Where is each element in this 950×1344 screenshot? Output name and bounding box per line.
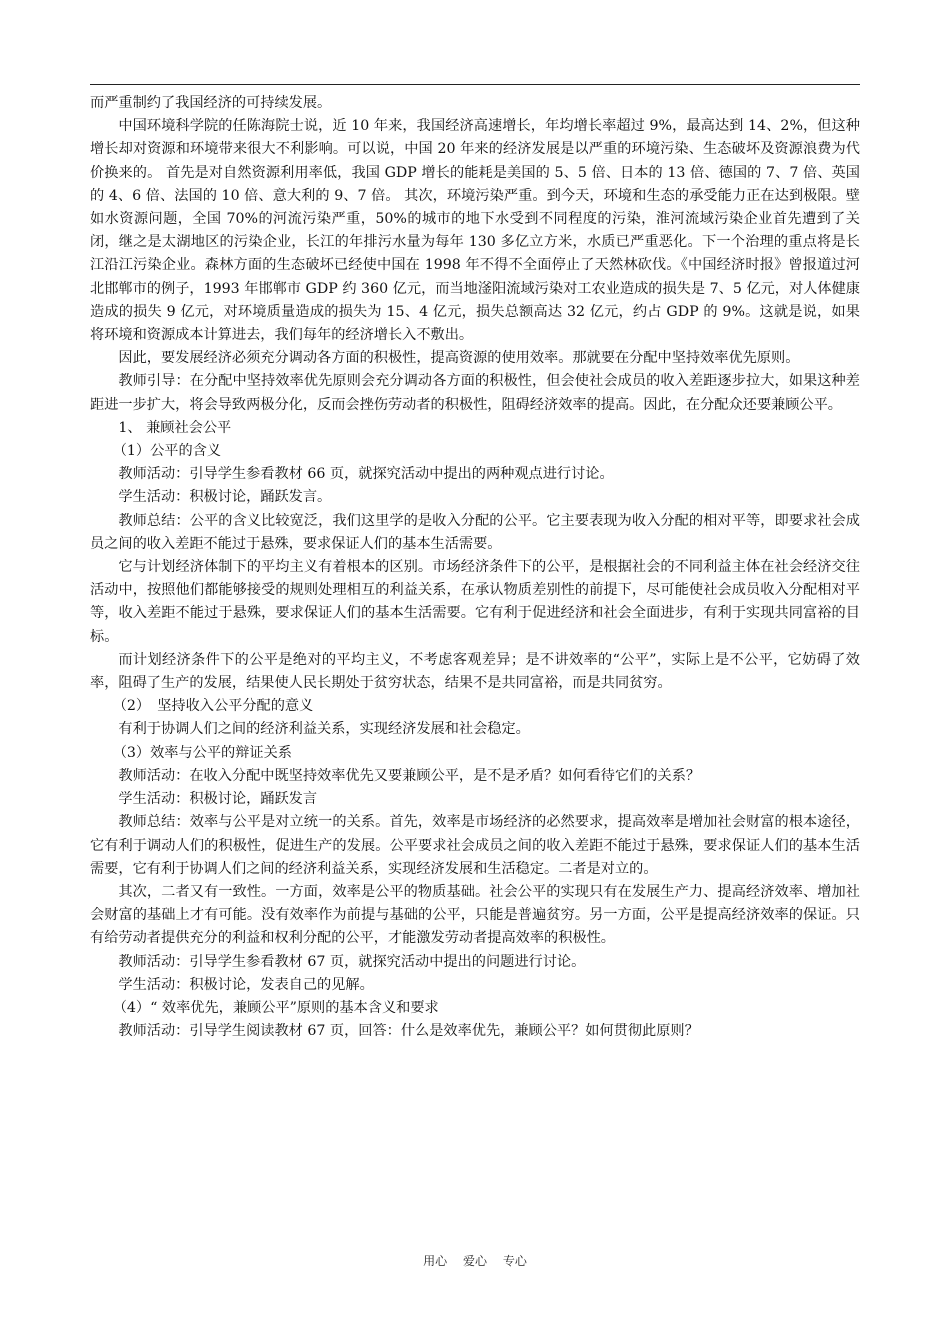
section-heading: 1、 兼顾社会公平 [118,419,232,436]
paragraph: 教师总结：效率与公平是对立统一的关系。首先，效率是市场经济的必然要求，提高效率是增加社会财富的根本途径，它有利于调动人们的积极性，促进生产的发展。公平要求社会成员之间的收入差距不能过于悬殊，要求保证人们的基本生活需要，它有利于协调人们之间的经济利益关系，实现经济发展和生活稳定。二者是对立的。 [90,814,860,877]
paragraph: 因此，要发展经济必须充分调动各方面的积极性，提高资源的使用效率。那就要在分配中坚持效率优先原则。 [118,350,800,367]
subsection-heading: （3）效率与公平的辩证关系 [112,744,292,761]
paragraph: 教师引导：在分配中坚持效率优先原则会充分调动各方面的积极性，但会使社会成员的收入差距逐步拉大，如果这种差距进一步扩大，将会导致两极分化，反而会挫伤劳动者的积极性，阻碍经济效率的提高。因此，在分配众还要兼顾公平。 [90,373,860,413]
page-footer [0,1252,950,1269]
paragraph: 有利于协调人们之间的经济利益关系，实现经济发展和社会稳定。 [118,721,530,738]
paragraph: 教师活动：引导学生参看教材 66 页，就探究活动中提出的两种观点进行讨论。 [118,466,614,483]
paragraph: 而严重制约了我国经济的可持续发展。 [90,95,332,111]
paragraph: 教师活动：引导学生阅读教材 67 页，回答：什么是效率优先，兼顾公平？如何贯彻此原则？ [118,1023,699,1040]
paragraph: 教师活动：在收入分配中既坚持效率优先又要兼顾公平，是不是矛盾？如何看待它们的关系？ [118,767,701,784]
paragraph: 它与计划经济体制下的平均主义有着根本的区别。市场经济条件下的公平，是根据社会的不同利益主体在社会经济交往活动中，按照他们都能够接受的规则处理相互的利益关系，在承认物质差别性的前提下，尽可能使社会成员收入分配相对平等，收入差距不能过于悬殊，要求保证人们的基本生活需要。它有利于促进经济和社会全面进步，有利于实现共同富裕的目标。 [90,559,860,645]
paragraph: 学生活动：积极讨论，踊跃发言。 [118,489,332,506]
footer-text-2: 爱心 [462,1254,487,1268]
paragraph: 学生活动：积极讨论，踊跃发言 [118,791,318,808]
paragraph: 教师总结：公平的含义比较宽泛，我们这里学的是收入分配的公平。它主要表现为收入分配的相对平等，即要求社会成员之间的收入差距不能过于悬殊，要求保证人们的基本生活需要。 [90,512,860,552]
paragraph: 其次，二者又有一致性。一方面，效率是公平的物质基础。社会公平的实现只有在发展生产力、提高经济效率、增加社会财富的基础上才有可能。没有效率作为前提与基础的公平，只能是普遍贫穷。另一方面，公平是提高经济效率的保证。只有给劳动者提供充分的利益和权利分配的公平，才能激发劳动者提高效率的积极性。 [90,883,860,947]
paragraph: 中国环境科学院的任陈海院士说，近 10 年来，我国经济高速增长，年均增长率超过 9%，最高达到 14、2%，但这种增长却对资源和环境带来很大不利影响。可以说，中国 20 年来的经济发展是以严重的环境污染、生态破坏及资源浪费为代价换来的。 首先是对自然资源利用率低，我国 GDP 增长的能耗是美国的 5、5 倍、日本的 13 倍、德国的 7、7 倍、英国的 4、6 倍、法国的 10 倍、意大利的 9、7 倍。 其次，环境污染严重。到今天，环境和生态的承受能力正在达到极限。壁如水资源问题，全国 70%的河流污染严重，50%的城市的地下水受到不同程度的污染，淮河流域污染企业首先遭到了关闭，继之是太湖地区的污染企业，长江的年排污水量为每年 130 多亿立方米，水质已严重恶化。下一个治理的重点将是长江沿江污染企业。森林方面的生态破坏已经使中国在 1998 年不得不全面停止了天然林砍伐。《中国经济时报》曾报道过河北邯郸市的例子，1993 年邯郸市 GDP 约 360 亿元，而当地滏阳流域污染对工农业造成的损失是 7、5 亿元，对人体健康造成的损失 9 亿元，对环境质量造成的损失为 15、4 亿元，损失总额高达 32 亿元，约占 GDP 的 9%。这就是说，如果将环境和资源成本计算进去，我们每年的经济增长入不敷出。 [90,118,860,344]
footer-text-3: 专心 [502,1254,527,1268]
paragraph: 教师活动：引导学生参看教材 67 页，就探究活动中提出的问题进行讨论。 [118,953,586,970]
paragraph: 而计划经济条件下的公平是绝对的平均主义，不考虑客观差异；是不讲效率的“公平”，实际上是不公平，它妨碍了效率，阻碍了生产的发展，结果使人民长期处于贫穷状态，结果不是共同富裕，而是共同贫穷。 [90,651,860,692]
subsection-heading: （1）公平的含义 [112,443,222,460]
paragraph: 学生活动：积极讨论，发表自己的见解。 [118,976,374,993]
document-body [90,92,860,1043]
footer-text-1: 用心 [423,1254,448,1268]
header-rule [90,84,860,85]
subsection-heading: （2） 坚持收入公平分配的意义 [112,698,314,715]
subsection-heading: （4）“ 效率优先，兼顾公平”原则的基本含义和要求 [112,999,439,1016]
